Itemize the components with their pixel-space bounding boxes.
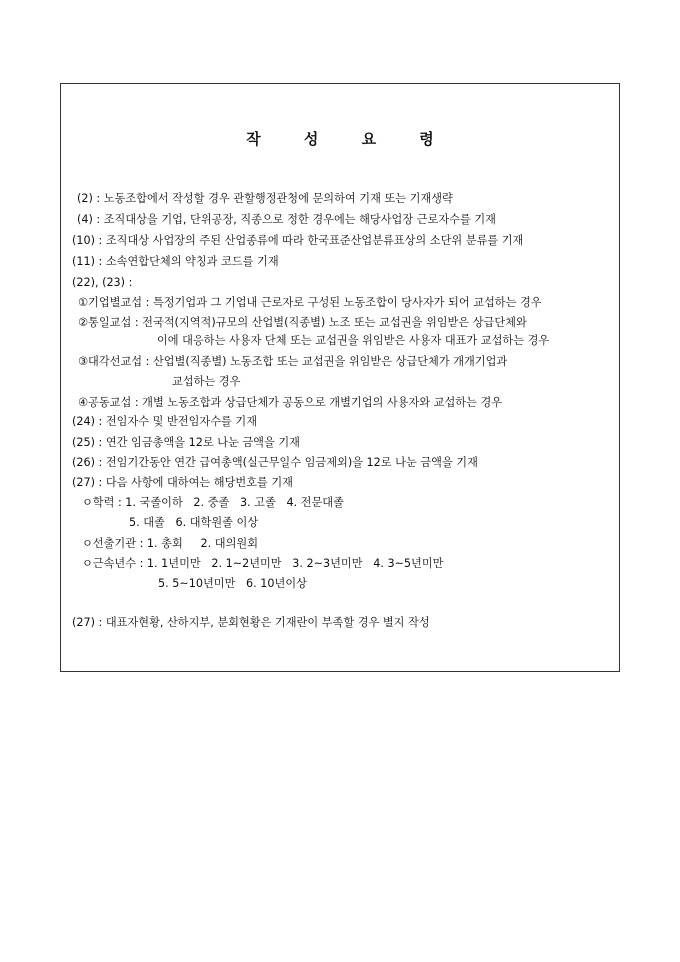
bargaining-unified: ②통일교섭 : 전국적(지역적)규모의 산업별(직종별) 노조 또는 교섭권을 위임받은 상급단체와: [78, 316, 527, 329]
election-body-codes: ㅇ선출기관 : 1. 총회 2. 대의원회: [82, 537, 259, 550]
bargaining-joint: ④공동교섭 : 개별 노동조합과 상급단체가 공동으로 개별기업의 사용자와 교섭하는 경우: [78, 396, 503, 409]
bargaining-enterprise: ①기업별교섭 : 특정기업과 그 기업내 근로자로 구성된 노동조합이 당사자가 되어 교섭하는 경우: [78, 296, 542, 309]
item-2: (2) : 노동조합에서 작성할 경우 관할행정관청에 문의하여 기재 또는 기재생략: [77, 192, 453, 205]
item-10: (10) : 조직대상 사업장의 주된 산업종류에 따라 한국표준산업분류표상의 소단위 분류를 기재: [72, 234, 524, 247]
item-22-23: (22), (23) :: [72, 276, 133, 289]
item-11: (11) : 소속연합단체의 약칭과 코드를 기재: [72, 255, 279, 268]
tenure-codes-cont: 5. 5~10년미만 6. 10년이상: [158, 577, 307, 590]
item-25: (25) : 연간 임금총액을 12로 나눈 금액을 기재: [72, 436, 300, 449]
tenure-codes: ㅇ근속년수 : 1. 1년미만 2. 1~2년미만 3. 2~3년미만 4. 3~5년미만: [82, 557, 444, 570]
page-title: 작 성 요 령: [246, 130, 434, 148]
item-24: (24) : 전임자수 및 반전임자수를 기재: [72, 415, 258, 428]
item-4: (4) : 조직대상을 기업, 단위공장, 직종으로 정한 경우에는 해당사업장 근로자수를 기재: [77, 213, 496, 226]
bargaining-diagonal: ③대각선교섭 : 산업별(직종별) 노동조합 또는 교섭권을 위임받은 상급단체가 개개기업과: [78, 355, 508, 368]
item-27-note: (27) : 대표자현황, 산하지부, 분회현황은 기재란이 부족할 경우 별지 작성: [72, 616, 430, 629]
bargaining-diagonal-cont: 교섭하는 경우: [172, 375, 241, 388]
bargaining-unified-cont: 이에 대응하는 사용자 단체 또는 교섭권을 위임받은 사용자 대표가 교섭하는 경우: [157, 334, 550, 347]
item-26: (26) : 전임기간동안 연간 급여총액(실근무일수 임금제외)을 12로 나눈 금액을 기재: [72, 456, 478, 469]
item-27: (27) : 다음 사항에 대하여는 해당번호를 기재: [72, 476, 293, 489]
education-codes-cont: 5. 대졸 6. 대학원졸 이상: [129, 516, 259, 529]
education-codes: ㅇ학력 : 1. 국졸이하 2. 중졸 3. 고졸 4. 전문대졸: [82, 496, 344, 509]
guideline-box: [60, 83, 620, 672]
